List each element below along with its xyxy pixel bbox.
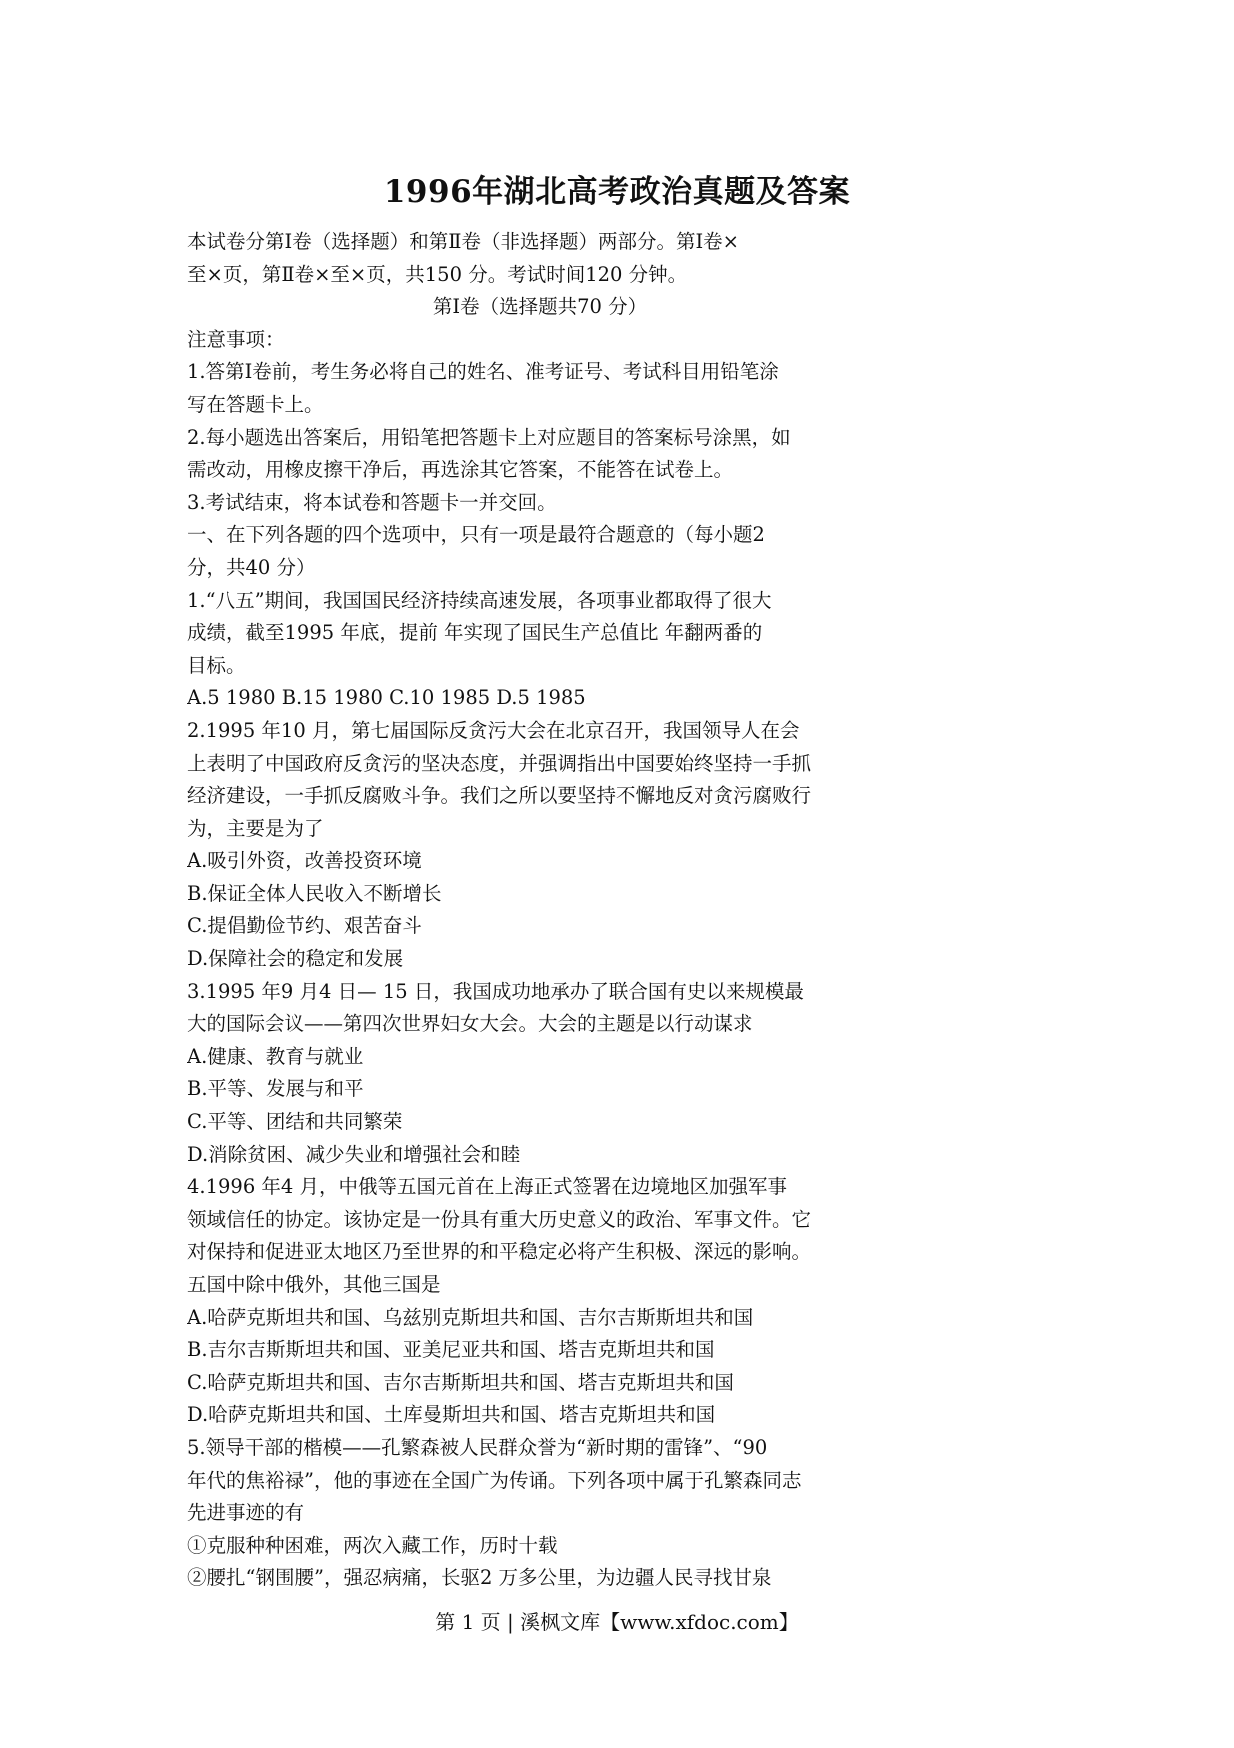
question-4-text: 五国中除中俄外，其他三国是 — [187, 1273, 441, 1296]
question-2-option: B.保证全体人民收入不断增长 — [187, 881, 442, 905]
question-5-text: 年代的焦裕禄”，他的事迹在全国广为传诵。下列各项中属于孔繁森同志 — [187, 1468, 802, 1492]
question-3-option: B.平等、发展与和平 — [187, 1077, 364, 1101]
notice-line: 1.答第Ⅰ卷前，考生务必将自己的姓名、准考证号、考试科目用铅笔涂 — [187, 360, 779, 384]
question-3-text: 3.1995 年9 月4 日— 15 日，我国成功地承办了联合国有史以来规模最 — [187, 979, 804, 1003]
question-3-option: A.健康、教育与就业 — [187, 1044, 364, 1068]
section-heading: 第Ⅰ卷（选择题共70 分） — [432, 295, 648, 319]
question-1-text: 成绩，截至1995 年底，提前 年实现了国民生产总值比 年翻两番的 — [187, 621, 763, 645]
question-2-text: 为，主要是为了 — [187, 816, 324, 840]
page-footer: 第 1 页 | 溪枫文库【www.xfdoc.com】 — [435, 1610, 799, 1634]
question-5-item: ①克服种种困难，两次入藏工作，历时十载 — [187, 1533, 558, 1557]
question-4-option: D.哈萨克斯坦共和国、土库曼斯坦共和国、塔吉克斯坦共和国 — [187, 1403, 716, 1427]
question-2-text: 上表明了中国政府反贪污的坚决态度，并强调指出中国要始终坚持一手抓 — [187, 751, 812, 775]
question-4-option: A.哈萨克斯坦共和国、乌兹别克斯坦共和国、吉尔吉斯斯坦共和国 — [187, 1305, 754, 1329]
question-2-text: 2.1995 年10 月，第七届国际反贪污大会在北京召开，我国领导人在会 — [187, 718, 800, 742]
question-3-text: 大的国际会议——第四次世界妇女大会。大会的主题是以行动谋求 — [187, 1012, 753, 1036]
notice-line: 2.每小题选出答案后，用铅笔把答题卡上对应题目的答案标号涂黑，如 — [187, 425, 791, 449]
notice-heading: 注意事项： — [187, 327, 285, 351]
notice-line: 3.考试结束，将本试卷和答题卡一并交回。 — [187, 490, 557, 514]
question-4-text: 4.1996 年4 月，中俄等五国元首在上海正式签署在边境地区加强军事 — [187, 1175, 788, 1199]
question-2-option: C.提倡勤俭节约、艰苦奋斗 — [187, 914, 422, 938]
notice-line: 需改动，用橡皮擦干净后，再选涂其它答案，不能答在试卷上。 — [187, 458, 734, 482]
question-4-text: 领域信任的协定。该协定是一份具有重大历史意义的政治、军事文件。它 — [187, 1207, 812, 1231]
question-5-text: 5.领导干部的楷模——孔繁森被人民群众誉为“新时期的雷锋”、“90 — [187, 1435, 768, 1459]
question-4-text: 对保持和促进亚太地区乃至世界的和平稳定必将产生积极、深远的影响。 — [187, 1240, 812, 1264]
question-5-item: ②腰扎“钢围腰”，强忍病痛，长驱2 万多公里，为边疆人民寻找甘泉 — [187, 1566, 772, 1590]
part-instruction: 分，共40 分） — [187, 555, 316, 579]
question-3-option: D.消除贫困、减少失业和增强社会和睦 — [187, 1142, 521, 1166]
part-instruction: 一、在下列各题的四个选项中，只有一项是最符合题意的（每小题2 — [187, 523, 765, 547]
question-2-option: A.吸引外资，改善投资环境 — [187, 849, 422, 873]
question-3-option: C.平等、团结和共同繁荣 — [187, 1110, 403, 1134]
intro-line: 至×页，第Ⅱ卷×至×页，共150 分。考试时间120 分钟。 — [187, 262, 688, 286]
page-title: 1996年湖北高考政治真题及答案 — [383, 174, 851, 210]
question-4-option: C.哈萨克斯坦共和国、吉尔吉斯斯坦共和国、塔吉克斯坦共和国 — [187, 1370, 734, 1394]
document-body — [187, 226, 893, 1595]
question-1-options: A.5 1980 B.15 1980 C.10 1985 D.5 1985 — [187, 686, 586, 710]
notice-line: 写在答题卡上。 — [187, 392, 324, 416]
question-5-text: 先进事迹的有 — [187, 1501, 305, 1525]
question-2-option: D.保障社会的稳定和发展 — [187, 947, 404, 971]
question-4-option: B.吉尔吉斯斯坦共和国、亚美尼亚共和国、塔吉克斯坦共和国 — [187, 1338, 715, 1362]
question-1-text: 1.“八五”期间，我国国民经济持续高速发展，各项事业都取得了很大 — [187, 588, 772, 612]
intro-line: 本试卷分第Ⅰ卷（选择题）和第Ⅱ卷（非选择题）两部分。第Ⅰ卷× — [187, 230, 739, 253]
question-1-text: 目标。 — [187, 653, 246, 677]
question-2-text: 经济建设，一手抓反腐败斗争。我们之所以要坚持不懈地反对贪污腐败行 — [187, 784, 812, 808]
